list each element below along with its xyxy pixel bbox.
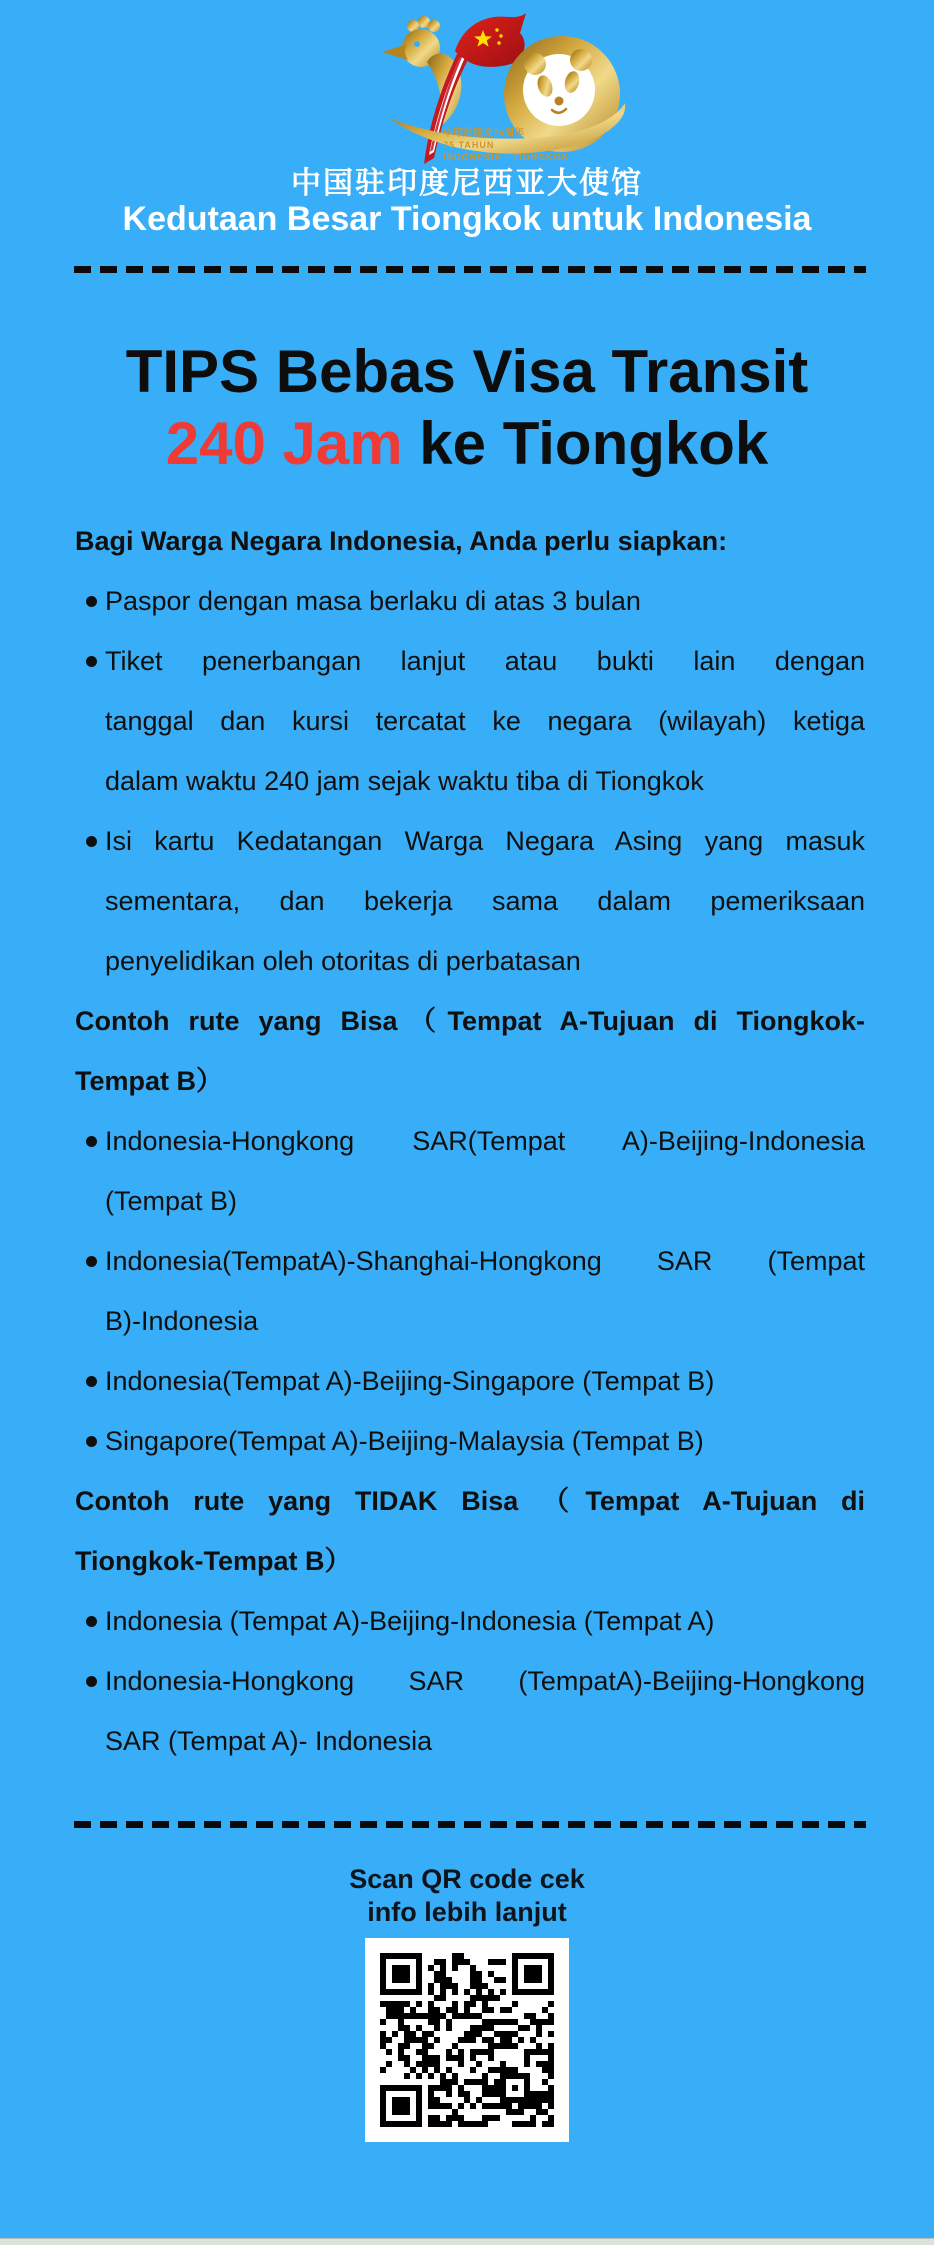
bullet-dot bbox=[86, 1136, 97, 1147]
anniversary-75-logo bbox=[377, 6, 637, 164]
list-item bbox=[75, 1411, 865, 1471]
logo-caption-countries: INDONESIA - TIONGKOK bbox=[443, 152, 570, 162]
headline-line1: TIPS Bebas Visa Transit bbox=[125, 338, 809, 405]
text-line: Contoh rute yang Bisa（Tempat A-Tujuan di Tiongkok- bbox=[75, 1006, 865, 1036]
bullet-dot bbox=[86, 596, 97, 607]
bullet-dot bbox=[86, 836, 97, 847]
headline-line2-rest: ke Tiongkok bbox=[402, 410, 769, 477]
text-line: (Tempat B) bbox=[105, 1186, 238, 1216]
text-line: Indonesia-Hongkong SAR (TempatA)-Beijing-Hongkong bbox=[105, 1666, 865, 1696]
logo-caption-years: 75 TAHUN bbox=[443, 140, 495, 150]
qr-caption-line2: info lebih lanjut bbox=[367, 1897, 567, 1927]
text-line: SAR (Tempat A)- Indonesia bbox=[105, 1726, 433, 1756]
bullet-dot bbox=[86, 1616, 97, 1627]
text-line: Bagi Warga Negara Indonesia, Anda perlu siapkan: bbox=[75, 526, 728, 556]
embassy-title-indonesian: Kedutaan Besar Tiongkok untuk Indonesia bbox=[122, 200, 812, 238]
list-item bbox=[75, 1231, 865, 1351]
section-heading bbox=[75, 511, 865, 571]
text-line: Singapore(Tempat A)-Beijing-Malaysia (Tempat B) bbox=[105, 1426, 704, 1456]
text-line: Tempat B） bbox=[75, 1066, 224, 1096]
qr-caption bbox=[0, 1863, 934, 1929]
headline-line2 bbox=[0, 408, 934, 480]
list-item bbox=[75, 811, 865, 991]
text-line: Paspor dengan masa berlaku di atas 3 bulan bbox=[105, 586, 641, 616]
qr-code bbox=[365, 1938, 569, 2142]
text-line: Indonesia(Tempat A)-Beijing-Singapore (Tempat B) bbox=[105, 1366, 715, 1396]
dashed-divider-top bbox=[74, 266, 866, 273]
text-line: tanggal dan kursi tercatat ke negara (wilayah) ketiga bbox=[105, 706, 865, 736]
text-line: Indonesia(TempatA)-Shanghai-Hongkong SAR (Tempat bbox=[105, 1246, 865, 1276]
text-line: penyelidikan oleh otoritas di perbatasan bbox=[105, 946, 581, 976]
content-sections bbox=[75, 511, 865, 1771]
list-item bbox=[75, 631, 865, 811]
bottom-edge-strip bbox=[0, 2238, 934, 2245]
text-line: Tiongkok-Tempat B） bbox=[75, 1546, 352, 1576]
text-line: sementara, dan bekerja sama dalam pemeriksaan bbox=[105, 886, 865, 916]
qr-code-pattern bbox=[380, 1953, 554, 2127]
bullet-dot bbox=[86, 656, 97, 667]
text-line: Contoh rute yang TIDAK Bisa （Tempat A-Tujuan di bbox=[75, 1486, 865, 1516]
china-flag-icon bbox=[455, 13, 526, 67]
list-item bbox=[75, 1651, 865, 1771]
qr-caption-line1: Scan QR code cek bbox=[349, 1864, 585, 1894]
section-heading bbox=[75, 991, 865, 1111]
text-line: Indonesia-Hongkong SAR(Tempat A)-Beijing-Indonesia bbox=[105, 1126, 865, 1156]
section-heading bbox=[75, 1471, 865, 1591]
bullet-dot bbox=[86, 1256, 97, 1267]
embassy-title-chinese: 中国驻印度尼西亚大使馆 bbox=[291, 167, 643, 200]
text-line: dalam waktu 240 jam sejak waktu tiba di Tiongkok bbox=[105, 766, 704, 796]
text-line: B)-Indonesia bbox=[105, 1306, 259, 1336]
poster-headline bbox=[0, 336, 934, 480]
dashed-divider-bottom bbox=[74, 1821, 866, 1828]
bullet-dot bbox=[86, 1436, 97, 1447]
logo-caption-zh: 中印尼建交75周年 bbox=[443, 128, 525, 139]
list-item bbox=[75, 1351, 865, 1411]
text-line: Isi kartu Kedatangan Warga Negara Asing yang masuk bbox=[105, 826, 865, 856]
list-item bbox=[75, 1591, 865, 1651]
list-item bbox=[75, 571, 865, 631]
list-item bbox=[75, 1111, 865, 1231]
bullet-dot bbox=[86, 1376, 97, 1387]
headline-highlight-240-jam: 240 Jam bbox=[165, 410, 403, 477]
bullet-dot bbox=[86, 1676, 97, 1687]
text-line: Tiket penerbangan lanjut atau bukti lain dengan bbox=[105, 646, 865, 676]
text-line: Indonesia (Tempat A)-Beijing-Indonesia (Tempat A) bbox=[105, 1606, 715, 1636]
